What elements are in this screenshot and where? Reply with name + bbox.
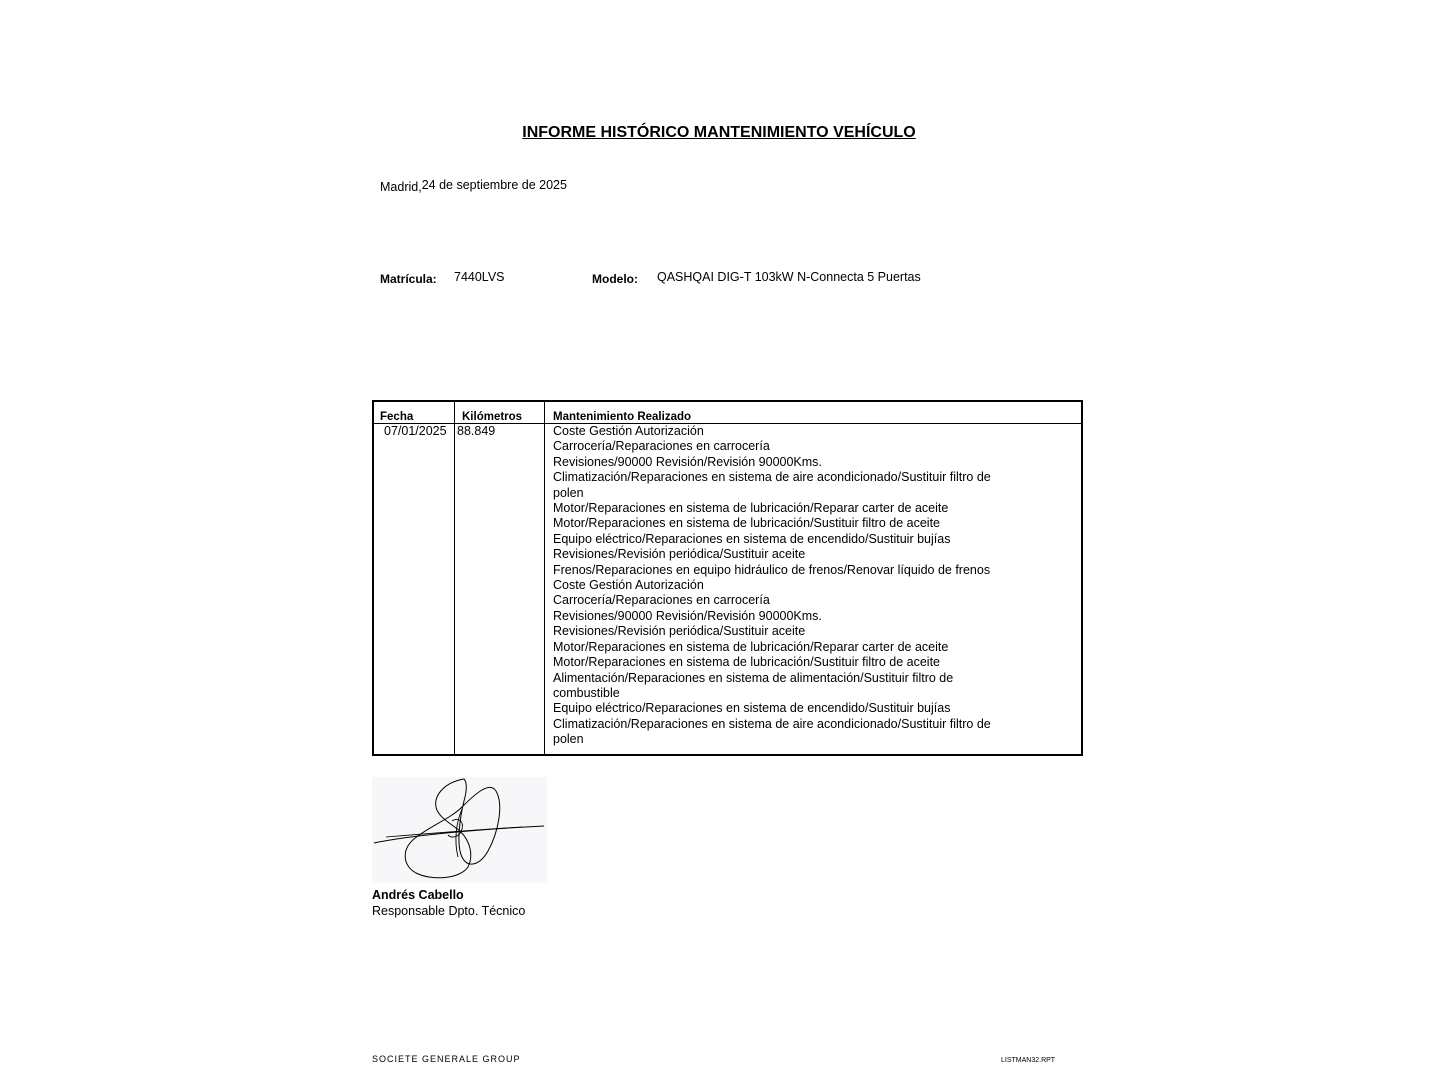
row-km: 88.849: [457, 424, 496, 438]
maintenance-line: Climatización/Reparaciones en sistema de aire acondicionado/Sustituir filtro de: [553, 470, 991, 485]
column-divider: [544, 402, 545, 754]
maintenance-line: Motor/Reparaciones en sistema de lubricación/Sustituir filtro de aceite: [553, 516, 940, 531]
row-date: 07/01/2025: [384, 424, 447, 438]
model-value: QASHQAI DIG-T 103kW N-Connecta 5 Puertas: [657, 270, 921, 284]
maintenance-line: Frenos/Reparaciones en equipo hidráulico de frenos/Renovar líquido de frenos: [553, 562, 991, 577]
maintenance-line: Revisiones/90000 Revisión/Revisión 90000Kms.: [553, 454, 822, 469]
maintenance-line: Motor/Reparaciones en sistema de lubricación/Reparar carter de aceite: [553, 639, 949, 654]
signature-graphic: [372, 777, 547, 883]
maintenance-line: Alimentación/Reparaciones en sistema de alimentación/Sustituir filtro de: [553, 670, 954, 685]
maintenance-line: Revisiones/90000 Revisión/Revisión 90000Kms.: [553, 608, 822, 623]
maintenance-line: Equipo eléctrico/Reparaciones en sistema de encendido/Sustituir bujías: [553, 531, 951, 546]
maintenance-line: polen: [553, 485, 584, 500]
maintenance-line: Coste Gestión Autorización: [553, 578, 704, 593]
handwritten-signature: [372, 777, 547, 883]
maintenance-line: polen: [553, 732, 584, 747]
report-title: INFORME HISTÓRICO MANTENIMIENTO VEHÍCULO: [522, 124, 916, 141]
report-code: LISTMAN32.RPT: [1001, 1057, 1056, 1064]
header-fecha: Fecha: [380, 411, 414, 423]
maintenance-line: Equipo eléctrico/Reparaciones en sistema de encendido/Sustituir bujías: [553, 701, 951, 716]
signer-role: Responsable Dpto. Técnico: [372, 904, 526, 918]
maintenance-line: Carrocería/Reparaciones en carrocería: [553, 439, 770, 454]
maintenance-list: [553, 424, 993, 748]
header-kilometros: Kilómetros: [462, 411, 523, 423]
company-footer: SOCIETE GENERALE GROUP: [372, 1054, 521, 1064]
plate-label: Matrícula:: [380, 272, 437, 286]
maintenance-line: Motor/Reparaciones en sistema de lubricación/Sustituir filtro de aceite: [553, 655, 940, 670]
header-mantenimiento: Mantenimiento Realizado: [553, 411, 692, 423]
maintenance-table: [372, 400, 1083, 756]
maintenance-line: combustible: [553, 685, 620, 700]
city: Madrid,: [380, 180, 422, 194]
maintenance-line: Coste Gestión Autorización: [553, 424, 704, 438]
plate-value: 7440LVS: [454, 270, 505, 284]
maintenance-line: Revisiones/Revisión periódica/Sustituir aceite: [553, 547, 806, 562]
column-divider: [454, 402, 455, 754]
place-date: [380, 178, 567, 192]
model-label: Modelo:: [592, 272, 638, 286]
maintenance-line: Revisiones/Revisión periódica/Sustituir aceite: [553, 624, 806, 639]
maintenance-line: Climatización/Reparaciones en sistema de aire acondicionado/Sustituir filtro de: [553, 716, 991, 731]
signer-name: Andrés Cabello: [372, 888, 464, 902]
maintenance-line: Carrocería/Reparaciones en carrocería: [553, 593, 770, 608]
maintenance-line: Motor/Reparaciones en sistema de lubricación/Reparar carter de aceite: [553, 501, 949, 516]
report-date: 24 de septiembre de 2025: [421, 178, 567, 192]
